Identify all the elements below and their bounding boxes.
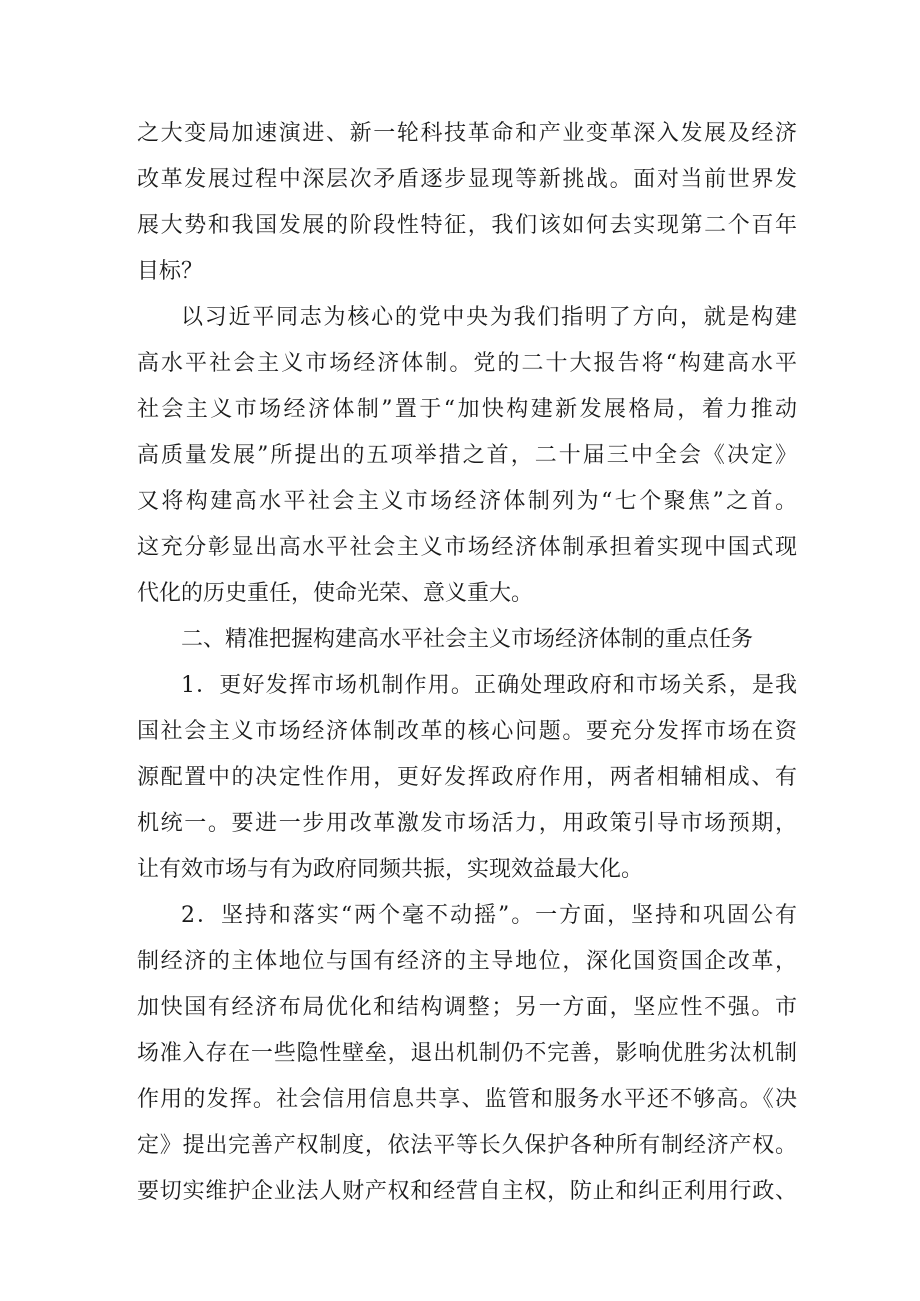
text-line: 这充分彰显出高水平社会主义市场经济体制承担着实现中国式现 <box>137 535 797 560</box>
text-line: 又将构建高水平社会主义市场经济体制列为“七个聚焦”之首。 <box>137 489 797 514</box>
text-line: 2．坚持和落实“两个毫不动摇”。一方面，坚持和巩固公有 <box>181 903 797 928</box>
text-line: 之大变局加速演进、新一轮科技革命和产业变革深入发展及经济 <box>137 121 797 146</box>
text-line: 机统一。要进一步用改革激发市场活力，用政策引导市场预期， <box>137 811 797 836</box>
text-line: 要切实维护企业法人财产权和经营自主权，防止和纠正利用行政、 <box>137 1179 797 1204</box>
text-line: 社会主义市场经济体制”置于“加快构建新发展格局，着力推动 <box>137 397 797 422</box>
text-line: 国社会主义市场经济体制改革的核心问题。要充分发挥市场在资 <box>137 719 797 744</box>
text-line: 作用的发挥。社会信用信息共享、监管和服务水平还不够高。《决 <box>137 1087 797 1112</box>
text-line: 1．更好发挥市场机制作用。正确处理政府和市场关系，是我 <box>181 673 797 698</box>
text-line: 代化的历史重任，使命光荣、意义重大。 <box>137 581 534 606</box>
text-line: 改革发展过程中深层次矛盾逐步显现等新挑战。面对当前世界发 <box>137 167 797 192</box>
text-line: 源配置中的决定性作用，更好发挥政府作用，两者相辅相成、有 <box>137 765 797 790</box>
text-line: 场准入存在一些隐性壁垒，退出机制仍不完善，影响优胜劣汰机制 <box>137 1041 797 1066</box>
document-body <box>137 111 797 1215</box>
text-line: 以习近平同志为核心的党中央为我们指明了方向，就是构建 <box>181 305 797 330</box>
text-line: 加快国有经济布局优化和结构调整；另一方面，坚应性不强。市 <box>137 995 797 1020</box>
text-line: 目标？ <box>137 259 204 284</box>
text-line: 展大势和我国发展的阶段性特征，我们该如何去实现第二个百年 <box>137 213 797 238</box>
text-line: 制经济的主体地位与国有经济的主导地位，深化国资国企改革， <box>137 949 797 974</box>
text-line: 让有效市场与有为政府同频共振，实现效益最大化。 <box>137 857 644 882</box>
text-line: 定》提出完善产权制度，依法平等长久保护各种所有制经济产权。 <box>137 1133 797 1158</box>
section-heading: 二、精准把握构建高水平社会主义市场经济体制的重点任务 <box>181 627 754 652</box>
text-line: 高质量发展”所提出的五项举措之首，二十届三中全会《决定》 <box>137 443 797 468</box>
text-line: 高水平社会主义市场经济体制。党的二十大报告将“构建高水平 <box>137 351 797 376</box>
